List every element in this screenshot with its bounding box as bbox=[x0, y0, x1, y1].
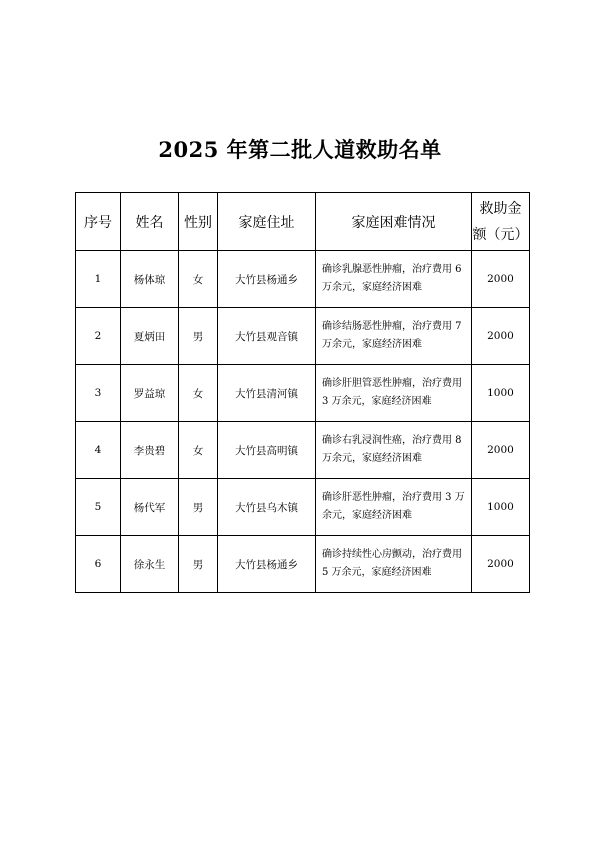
cell-amount: 2000 bbox=[472, 536, 530, 593]
table-row bbox=[76, 536, 530, 593]
cell-seq: 6 bbox=[76, 536, 121, 593]
cell-situation: 确诊乳腺恶性肿瘤，治疗费用 6 万余元，家庭经济困难 bbox=[316, 251, 472, 308]
cell-gender: 女 bbox=[179, 365, 218, 422]
cell-gender: 男 bbox=[179, 536, 218, 593]
cell-gender: 女 bbox=[179, 422, 218, 479]
cell-seq: 2 bbox=[76, 308, 121, 365]
cell-situation: 确诊持续性心房颤动，治疗费用 5 万余元，家庭经济困难 bbox=[316, 536, 472, 593]
table-row bbox=[76, 422, 530, 479]
header-address: 家庭住址 bbox=[218, 193, 316, 251]
cell-gender: 女 bbox=[179, 251, 218, 308]
table-header-row bbox=[76, 193, 530, 251]
cell-address: 大竹县清河镇 bbox=[218, 365, 316, 422]
cell-amount: 2000 bbox=[472, 308, 530, 365]
cell-situation: 确诊肝恶性肿瘤，治疗费用 3 万余元，家庭经济困难 bbox=[316, 479, 472, 536]
cell-gender: 男 bbox=[179, 479, 218, 536]
cell-address: 大竹县杨通乡 bbox=[218, 536, 316, 593]
cell-name: 杨代军 bbox=[121, 479, 179, 536]
header-seq: 序号 bbox=[76, 193, 121, 251]
table-row bbox=[76, 308, 530, 365]
cell-situation: 确诊右乳浸润性癌，治疗费用 8 万余元，家庭经济困难 bbox=[316, 422, 472, 479]
cell-address: 大竹县乌木镇 bbox=[218, 479, 316, 536]
cell-gender: 男 bbox=[179, 308, 218, 365]
table-row bbox=[76, 479, 530, 536]
cell-address: 大竹县观音镇 bbox=[218, 308, 316, 365]
cell-name: 夏炳田 bbox=[121, 308, 179, 365]
cell-name: 罗益琼 bbox=[121, 365, 179, 422]
cell-name: 徐永生 bbox=[121, 536, 179, 593]
header-amount-line2: 额（元） bbox=[472, 226, 529, 243]
header-amount bbox=[472, 193, 530, 251]
cell-address: 大竹县高明镇 bbox=[218, 422, 316, 479]
cell-seq: 1 bbox=[76, 251, 121, 308]
cell-amount: 2000 bbox=[472, 251, 530, 308]
cell-seq: 3 bbox=[76, 365, 121, 422]
cell-situation: 确诊结肠恶性肿瘤，治疗费用 7 万余元，家庭经济困难 bbox=[316, 308, 472, 365]
header-gender: 性别 bbox=[179, 193, 218, 251]
cell-seq: 5 bbox=[76, 479, 121, 536]
cell-seq: 4 bbox=[76, 422, 121, 479]
cell-amount: 2000 bbox=[472, 422, 530, 479]
cell-situation: 确诊肝胆管恶性肿瘤，治疗费用 3 万余元，家庭经济困难 bbox=[316, 365, 472, 422]
header-amount-line1: 救助金 bbox=[479, 200, 522, 217]
cell-amount: 1000 bbox=[472, 479, 530, 536]
table-row bbox=[76, 365, 530, 422]
cell-name: 李贵碧 bbox=[121, 422, 179, 479]
header-name: 姓名 bbox=[121, 193, 179, 251]
page-title: 2025 年第二批人道救助名单 bbox=[158, 137, 442, 162]
table-row bbox=[76, 251, 530, 308]
header-situation: 家庭困难情况 bbox=[316, 193, 472, 251]
aid-list-table bbox=[75, 192, 530, 593]
cell-amount: 1000 bbox=[472, 365, 530, 422]
cell-address: 大竹县杨通乡 bbox=[218, 251, 316, 308]
cell-name: 杨体琼 bbox=[121, 251, 179, 308]
